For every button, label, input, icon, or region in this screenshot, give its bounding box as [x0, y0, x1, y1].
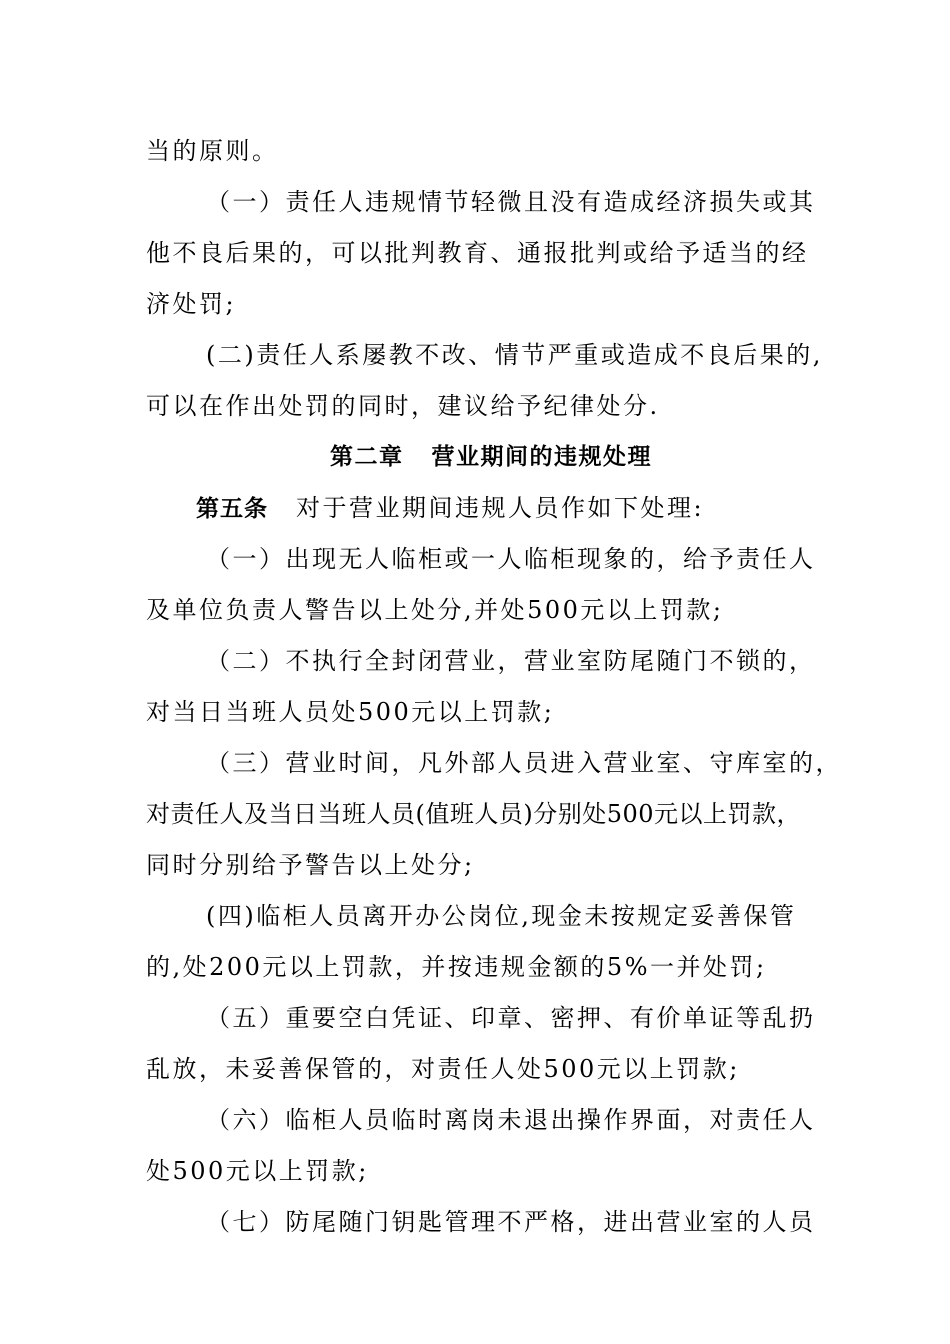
paragraph-line: (二)责任人系屡教不改、情节严重或造成不良后果的, — [206, 341, 823, 369]
chapter-number: 第二章 — [330, 444, 404, 470]
document-body — [146, 126, 842, 1248]
paragraph-line: 同时分别给予警告以上处分; — [146, 851, 475, 879]
paragraph-line: 乱放，未妥善保管的，对责任人处500元以上罚款; — [146, 1055, 740, 1083]
chapter-title: 营业期间的违规处理 — [431, 444, 652, 470]
paragraph-line: 当的原则。 — [146, 137, 279, 165]
paragraph-line: 济处罚; — [146, 290, 237, 318]
paragraph-line: （七）防尾随门钥匙管理不严格，进出营业室的人员 — [206, 1208, 816, 1236]
paragraph-line: （三）营业时间，凡外部人员进入营业室、守库室的， — [206, 749, 842, 777]
paragraph-line: （一）责任人违规情节轻微且没有造成经济损失或其 — [206, 188, 816, 216]
chapter-heading — [146, 432, 826, 483]
article-line — [146, 483, 826, 534]
paragraph-line: (四)临柜人员离开办公岗位,现金未按规定妥善保管 — [206, 902, 797, 930]
paragraph-line: （二）不执行全封闭营业，营业室防尾随门不锁的， — [206, 647, 816, 675]
paragraph-line: 对责任人及当日当班人员(值班人员)分别处500元以上罚款， — [146, 800, 802, 828]
paragraph-line: 处500元以上罚款; — [146, 1157, 369, 1185]
article-text: 对于营业期间违规人员作如下处理: — [296, 494, 705, 522]
paragraph-line: 及单位负责人警告以上处分,并处500元以上罚款; — [146, 596, 724, 624]
paragraph-line: （五）重要空白凭证、印章、密押、有价单证等乱扔 — [206, 1004, 816, 1032]
paragraph-line: 他不良后果的，可以批判教育、通报批判或给予适当的经 — [146, 239, 809, 267]
paragraph-line: 的,处200元以上罚款，并按违规金额的5%一并处罚; — [146, 953, 767, 981]
paragraph-line: （六）临柜人员临时离岗未退出操作界面，对责任人 — [206, 1106, 816, 1134]
article-label: 第五条 — [196, 496, 268, 522]
paragraph-line: 对当日当班人员处500元以上罚款; — [146, 698, 555, 726]
paragraph-line: 可以在作出处罚的同时，建议给予纪律处分. — [146, 392, 660, 420]
paragraph-line: （一）出现无人临柜或一人临柜现象的，给予责任人 — [206, 545, 816, 573]
